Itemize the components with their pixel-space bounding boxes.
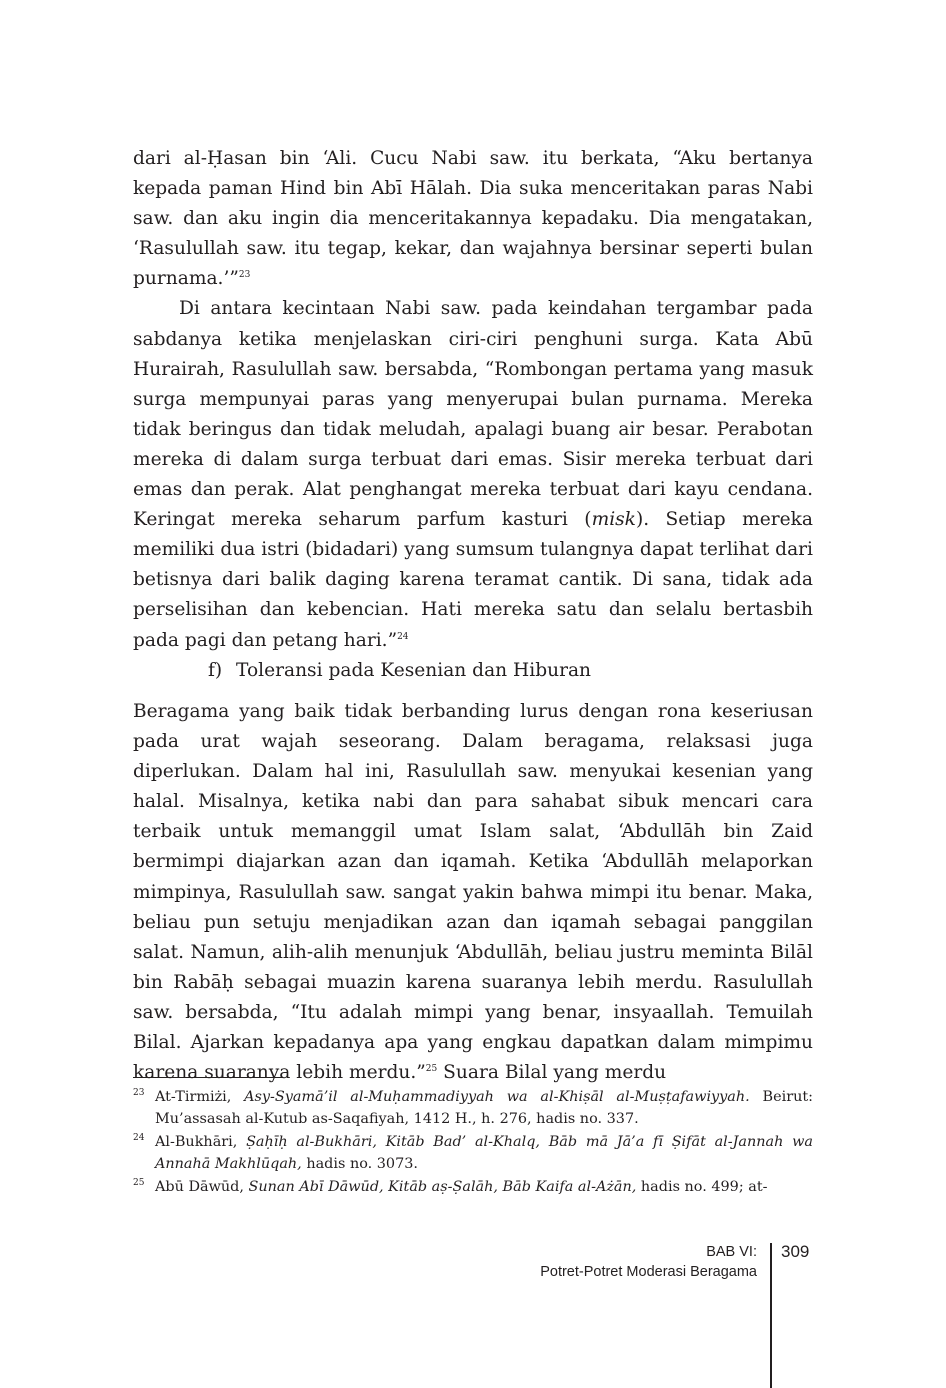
paragraph-3-text: Beragama yang baik tidak berbanding lurus dengan rona keseriusan pada urat wajah seseorang. Dalam beragama, relaksasi juga diperlukan. Dalam hal ini, Rasulullah saw. menyukai kesenian yang halal. Misalnya, ketika nabi dan para sahabat sibuk mencari cara terbaik untuk memanggil umat Islam salat, ‘Abdullāh bin Zaid bermimpi diajarkan azan dan iqamah. Ketika ‘Abdullāh melaporkan mimpinya, Rasulullah saw. sangat yakin bahwa mimpi itu benar. Maka, beliau pun setuju menjadikan azan dan iqamah sebagai panggilan salat. Namun, alih-alih menunjuk ‘Abdullāh, beliau justru meminta Bilāl bin Rabāḥ sebagai muazin karena suaranya lebih merdu. Rasulullah saw. bersabda, “Itu adalah mimpi yang benar, insyaallah. Temuilah Bilal. Ajarkan kepadanya apa yang engkau dapatkan dalam mimpimu karena suaranya lebih merdu.” <box>133 701 813 1084</box>
footnote-divider <box>133 1077 283 1078</box>
paragraph-3-text-end: Suara Bilal yang merdu <box>437 1062 667 1084</box>
section-heading <box>208 656 591 686</box>
section-heading-marker: f) <box>208 660 223 681</box>
section-heading-title: Toleransi pada Kesenian dan Hiburan <box>236 660 592 681</box>
footnote-23 <box>133 1086 813 1131</box>
paragraph-1 <box>133 144 813 294</box>
paragraph-1-text: dari al-Ḥasan bin ‘Ali. Cucu Nabi saw. itu berkata, “Aku bertanya kepada paman Hind bin Abī Hālah. Dia suka menceritakan paras Nabi saw. dan aku ingin dia menceritakannya kepadaku. Dia mengatakan, ‘Rasulullah saw. itu tegap, kekar, dan wajahnya bersinar seperti bulan purnama.’” <box>133 148 813 290</box>
body-text-top <box>133 144 813 656</box>
footnote-title: Sunan Abī Dāwūd, Kitāb aṣ-Ṣalāh, Bāb Kaifa al-Ażān, <box>248 1178 637 1195</box>
footnote-number: 25 <box>133 1177 145 1188</box>
footnote-ref-25[interactable]: 25 <box>425 1063 438 1074</box>
paragraph-3 <box>133 697 813 1088</box>
footnote-text: Beirut: Mu’assasah al-Kutub as-Saqafiyah, 1412 H., h. 276, hadis no. 337. <box>155 1089 813 1128</box>
footnote-title: Ṣaḥīḥ al-Bukhāri, Kitāb Bad’ al-Khalq, Bāb mā Jā’a fī Ṣifāt al-Jannah wa Annahā Makhlūqah, <box>155 1133 813 1173</box>
footnote-text: hadis no. 499; at- <box>636 1178 768 1195</box>
chapter-title: Potret-Potret Moderasi Beragama <box>540 1264 757 1280</box>
footnote-24 <box>133 1131 813 1176</box>
paragraph-2-italic-term: misk <box>591 509 636 531</box>
paragraph-2 <box>133 294 813 655</box>
page-number: 309 <box>781 1242 810 1261</box>
footnote-number: 23 <box>133 1088 145 1098</box>
footer-vertical-rule <box>770 1243 772 1388</box>
footnote-text: At-Tirmiżi, <box>155 1089 245 1105</box>
footnote-text: hadis no. 3073. <box>301 1156 418 1173</box>
footnote-text: Al-Bukhāri, <box>155 1133 247 1150</box>
body-text-bottom <box>133 697 813 1088</box>
paragraph-2-text-end: ). Setiap mereka memiliki dua istri (bidadari) yang sumsum tulangnya dapat terlihat dari betisnya dari balik daging karena teramat cantik. Di sana, tidak ada perselisihan dan kebencian. Hati mereka satu dan selalu bertasbih pada pagi dan petang hari.” <box>133 509 813 651</box>
footnote-title: Asy-Syamā’il al-Muḥammadiyyah wa al-Khiṣāl al-Muṣṭafawiyyah. <box>244 1089 750 1105</box>
footnote-text: Abū Dāwūd, <box>155 1178 249 1195</box>
running-footer <box>500 1242 757 1282</box>
footnote-ref-23[interactable]: 23 <box>238 270 251 281</box>
footnotes <box>133 1086 813 1198</box>
footnote-number: 24 <box>133 1132 145 1143</box>
chapter-label: BAB VI: <box>706 1244 757 1260</box>
footnote-ref-24[interactable]: 24 <box>397 631 409 642</box>
footnote-25 <box>133 1176 813 1198</box>
paragraph-2-text: Di antara kecintaan Nabi saw. pada keindahan tergambar pada sabdanya ketika menjelaskan ciri-ciri penghuni surga. Kata Abū Hurairah, Rasulullah saw. bersabda, “Rombongan pertama yang masuk surga mempunyai paras yang menyerupai bulan purnama. Mereka tidak beringus dan tidak meludah, apalagi buang air besar. Perabotan mereka di dalam surga terbuat dari emas. Sisir mereka terbuat dari emas dan perak. Alat penghangat mereka terbuat dari kayu cendana. Keringat mereka seharum parfum kasturi ( <box>133 298 813 531</box>
